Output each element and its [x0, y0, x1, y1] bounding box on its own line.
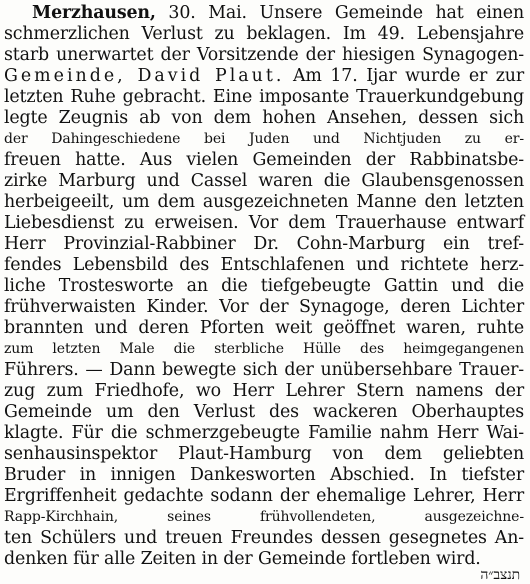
text-line-16	[4, 317, 524, 339]
text-line-26	[4, 527, 524, 549]
text-line-10	[4, 191, 524, 213]
text-line-25	[4, 506, 524, 528]
text-line-19	[4, 380, 524, 402]
text-line-18	[4, 359, 524, 381]
line-text: Führers. — Dann bewegte sich der unübersehbare Trauer-	[4, 360, 524, 380]
line-text: freuen hatte. Aus vielen Gemeinden der Rabbinatsbe-	[4, 150, 524, 170]
text-line-1	[4, 2, 524, 24]
text-line-7	[4, 128, 524, 150]
text-line-3	[4, 44, 524, 66]
line-text: fendes Lebensbild des Entschlafenen und richtete herz-	[4, 255, 524, 275]
line-text: Gemeinde um den Verlust des wackeren Oberhauptes	[4, 402, 524, 422]
line-text: Liebesdienst zu erweisen. Vor dem Trauerhause entwarf	[4, 213, 524, 233]
line-text: schmerzlichen Verlust zu beklagen. Im 49. Lebensjahre	[4, 24, 524, 44]
line-text: Herr Provinzial-Rabbiner Dr. Cohn-Marburg ein tref-	[4, 234, 524, 254]
line-text: Bruder in innigen Dankesworten Abschied. In tiefster	[4, 465, 524, 485]
line-text: der Dahingeschiedene bei Juden und Nichtjuden zu er-	[4, 131, 524, 147]
text-line-11	[4, 212, 524, 234]
hebrew-closing: תנצב״ה	[480, 567, 520, 583]
dateline-place: Merzhausen,	[32, 3, 156, 23]
text-line-12	[4, 233, 524, 255]
text-line-14	[4, 275, 524, 297]
line-text: liche Trostesworte an die tiefgebeugte Gattin und die	[4, 276, 524, 296]
text-line-13	[4, 254, 524, 276]
line-text: zug zum Friedhofe, wo Herr Lehrer Stern namens der	[4, 381, 524, 401]
text-line-4	[4, 65, 524, 87]
line-text: klagte. Für die schmerzgebeugte Familie nahm Herr Wai-	[4, 423, 524, 443]
text-line-21	[4, 422, 524, 444]
text-line-9	[4, 170, 524, 192]
line-text: legte Zeugnis ab von dem hohen Ansehen, dessen sich	[4, 108, 524, 128]
line-text: Am 17. Ijar wurde er zur	[284, 66, 525, 86]
text-line-6	[4, 107, 524, 129]
text-line-20	[4, 401, 524, 423]
line-text: letzten Ruhe gebracht. Eine imposante Trauerkundgebung	[4, 87, 524, 107]
line-text: frühverwaisten Kinder. Vor der Synagoge, deren Lichter	[4, 297, 524, 317]
line-text: Rapp-Kirchhain, seines frühvollendeten, ausgezeichne-	[4, 509, 524, 525]
line-text: senhausinspektor Plaut-Hamburg von dem geliebten	[4, 444, 524, 464]
line-text: zum letzten Male die sterbliche Hülle des heimgegangenen	[4, 341, 524, 357]
line-text: ten Schülers und treuen Freundes dessen gesegnetes An-	[4, 528, 524, 548]
text-line-22	[4, 443, 524, 465]
text-line-17	[4, 338, 524, 360]
line-text: Ergriffenheit gedachte sodann der ehemalige Lehrer, Herr	[4, 486, 524, 506]
line-text: brannten und deren Pforten weit geöffnet waren, ruhte	[4, 318, 524, 338]
line-text: starb unerwartet der Vorsitzende der hiesigen Synagogen-	[4, 45, 524, 65]
text-line-2	[4, 23, 524, 45]
line-text: denken für alle Zeiten in der Gemeinde fortleben wird.	[4, 549, 481, 569]
text-line-24	[4, 485, 524, 507]
line-text: herbeigeeilt, um dem ausgezeichneten Manne den letzten	[4, 192, 524, 212]
text-line-8	[4, 149, 524, 171]
line-text: zirke Marburg und Cassel waren die Glaubensgenossen	[4, 171, 524, 191]
text-line-27	[4, 548, 524, 570]
line-text: 30. Mai. Unsere Gemeinde hat einen	[155, 3, 524, 23]
text-line-5	[4, 86, 524, 108]
person-name: Gemeinde, David Plaut.	[4, 66, 285, 86]
text-line-15	[4, 296, 524, 318]
text-line-23	[4, 464, 524, 486]
